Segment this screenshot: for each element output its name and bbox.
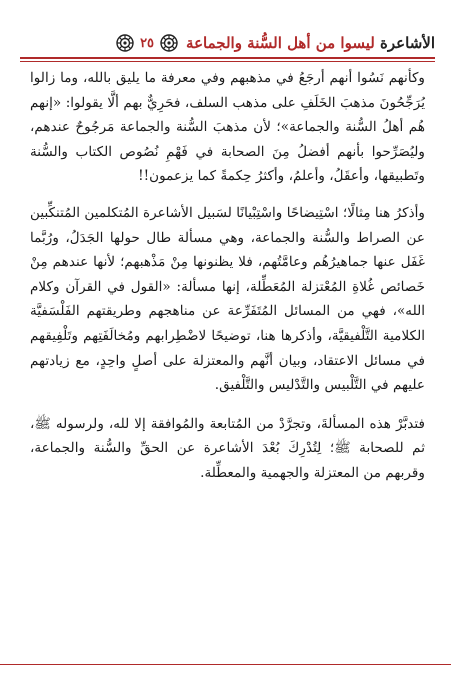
floral-ornament-icon [116, 34, 134, 52]
running-title-main: الأشاعرة [380, 34, 435, 52]
floral-ornament-icon [160, 34, 178, 52]
body-paragraph: وأذكرُ هنا مِثالًا؛ اسْتِيضاحًا واسْتِبْيانًا لسَبيل الأشاعرة المُتكلمين المُتنكِّبين عن الصراط والسُّنة والجماعة، وهي مسألة طال حولها الجَدَلُ، ورُبَّما غَفَل عنها جماهيرُهُم وعامَّتُهم، فلا يظنونها مِنْ مَذْهبهم؛ لأنها عندهم مِنْ خَصائص غُلاةِ المُعْتزلة المُعَطِّلة، إنها مسألة: «القول في القرآن وكلام الله»، فهي من المسائل المُتَفَرِّعة عن مناهجهم وطريقتهم الفَلْسَفيَّة الكلامية التَّلْفيقيَّة، وأذكرها هنا، توضيحًا لاضْطِرابهم ومُخالَفَتِهم وتَلْفِيقهم في مسائل الاعتقاد، وبيان أنَّهم والمعتزلة على أصلٍ واحِدٍ، مع زيادتهم عليهم في التَّلْبيس والتَّدْليس والتَّلْفيق. [30, 204, 425, 394]
page-body [30, 66, 425, 486]
running-header [20, 30, 435, 56]
page-number: ٢٥ [140, 35, 155, 51]
footer-rule [0, 664, 451, 665]
header-rule [20, 57, 435, 59]
running-title-subtitle: ليسوا من أهل السُّنة والجماعة [186, 34, 375, 52]
body-paragraph: وكأنهم نَسُوا أنهم أرجَعُ في مذهبهم وفي معرفة ما يليق بالله، وما زالوا يُرَجِّحُونَ مذهبَ الخَلَفِ على مذهب السلف، فحَرِيٌّ بهم ألَّا يقولوا: «إنهم هُم أهلُ السُّنة والجماعة»؛ لأن مذهبَ السُّنة والجماعة مَرجُوحٌ عندهم، وليُصَرِّحوا بأنهم أفضلُ مِنَ الصحابة في فَهْمِ نُصُوص الكتاب والسُّنة وتَطبيقها، وأعقَلُ، وأعلمُ، وأكثرُ حِكمةً كما يزعمون!! [30, 70, 425, 185]
body-paragraph: فتدبَّرْ هذه المسألةَ، وتجرَّدْ من المُتابعة والمُوافقة إلا لله، ولرسوله ﷺ، ثم للصحابة ﷺ؛ لِتُدْرِكَ بُعْدَ الأشاعرة عن الحقِّ والسُّنة والجماعة، وقربهم من المعتزلة والجهمية والمعطِّلة. [30, 415, 425, 481]
page-number-group [116, 34, 178, 52]
running-title [186, 34, 435, 52]
